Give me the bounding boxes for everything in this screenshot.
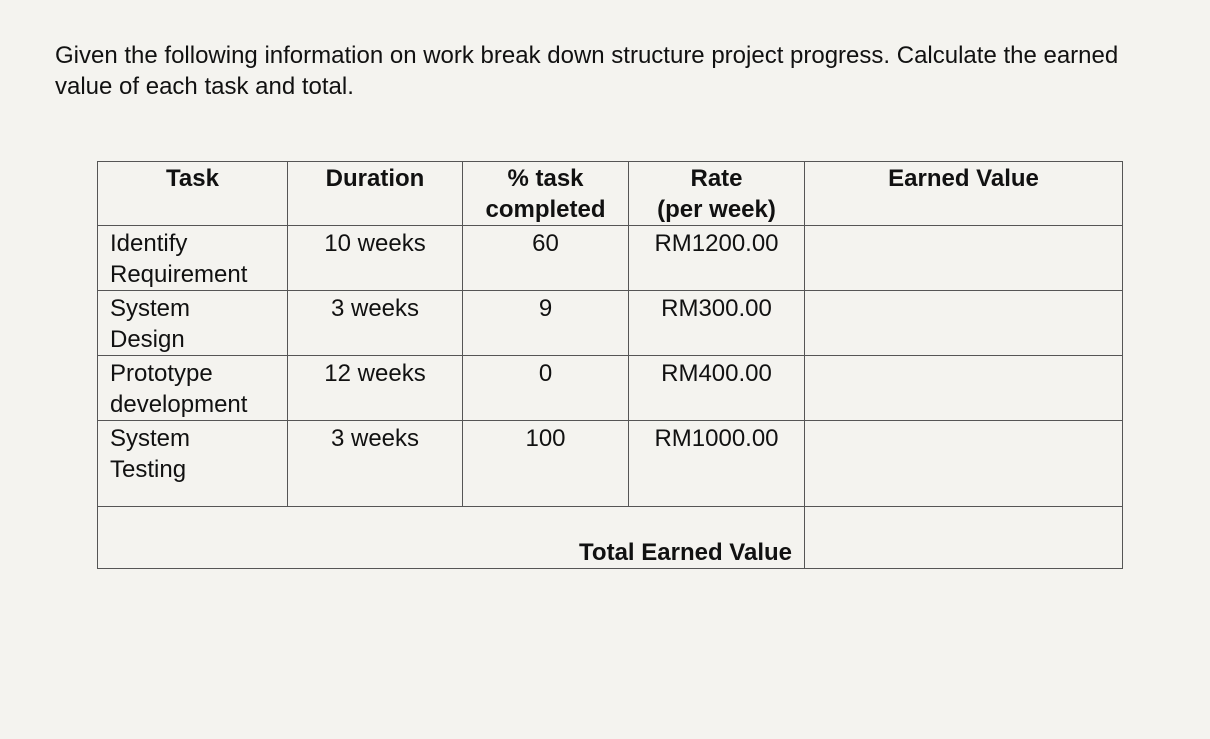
task-cell: System Testing — [98, 421, 288, 507]
question-text: Given the following information on work break down structure project progress. Calculate the earned value of each task and total. — [55, 42, 1119, 100]
earned-value-cell[interactable] — [805, 356, 1123, 421]
earned-value-cell[interactable] — [805, 291, 1123, 356]
table-row — [98, 226, 1123, 291]
rate-cell: RM1000.00 — [629, 421, 805, 507]
header-earned-value: Earned Value — [805, 162, 1123, 226]
total-row — [98, 507, 1123, 569]
wbs-table — [97, 161, 1123, 569]
table-row — [98, 291, 1123, 356]
percent-cell: 100 — [463, 421, 629, 507]
duration-cell: 3 weeks — [288, 291, 463, 356]
task-cell: System Design — [98, 291, 288, 356]
duration-cell: 10 weeks — [288, 226, 463, 291]
duration-cell: 3 weeks — [288, 421, 463, 507]
rate-cell: RM1200.00 — [629, 226, 805, 291]
earned-value-cell[interactable] — [805, 421, 1123, 507]
percent-cell: 9 — [463, 291, 629, 356]
earned-value-cell[interactable] — [805, 226, 1123, 291]
table-row — [98, 356, 1123, 421]
rate-cell: RM300.00 — [629, 291, 805, 356]
header-percent-completed: % task completed — [463, 162, 629, 226]
table-row — [98, 421, 1123, 507]
total-earned-value-label: Total Earned Value — [98, 507, 805, 569]
duration-cell: 12 weeks — [288, 356, 463, 421]
header-duration: Duration — [288, 162, 463, 226]
task-cell: Prototype development — [98, 356, 288, 421]
table-header-row — [98, 162, 1123, 226]
total-earned-value-cell[interactable] — [805, 507, 1123, 569]
task-cell: Identify Requirement — [98, 226, 288, 291]
percent-cell: 0 — [463, 356, 629, 421]
header-rate: Rate (per week) — [629, 162, 805, 226]
header-task: Task — [98, 162, 288, 226]
rate-cell: RM400.00 — [629, 356, 805, 421]
percent-cell: 60 — [463, 226, 629, 291]
